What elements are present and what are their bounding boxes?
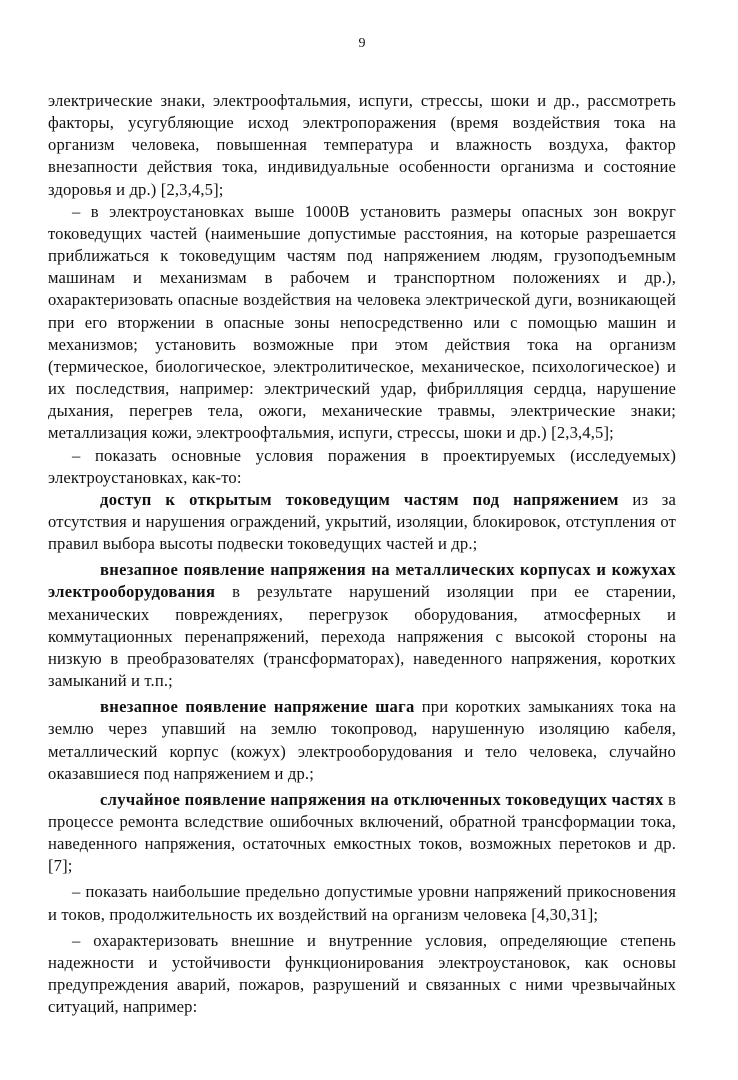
paragraph-text: электрические знаки, электроофтальмия, испуги, стрессы, шоки и др., рассмотреть факторы, усугубляющие исход электропоражения (время воздействия тока на организм человека, повышенная температура и влажность воздуха, фактор внезапности действия тока, индивидуальные особенности организма и состояние здоровья и др.) [2,3,4,5]; [48, 91, 676, 199]
paragraph-disconnected-parts [48, 789, 676, 878]
paragraph-text: из за отсутствия и нарушения ограждений, укрытий, изоляции, блокировок, отступления от правил выбора высоты подвески токоведущих частей и др.; [48, 489, 676, 554]
paragraph-housing-voltage [48, 559, 676, 692]
page-number: 9 [358, 36, 366, 51]
paragraph-step-voltage [48, 696, 676, 785]
paragraph-main-conditions [48, 445, 676, 489]
paragraph-text: – показать наибольшие предельно допустимые уровни напряжений прикосновения и токов, продолжительность их воздействий на организм человека [4,30,31]; [48, 882, 676, 924]
paragraph-reliability-conditions [48, 930, 676, 1019]
paragraph-bold-lead: внезапное появление напряжение шага [100, 697, 415, 717]
paragraph-text: при коротких замыканиях тока на землю через упавший на землю токопровод, нарушенную изоляцию кабеля, металлический корпус (кожух) электрооборудования и тело человека, случайно оказавшиеся под напряжением и др.; [48, 697, 676, 783]
paragraph-text: – в электроустановках выше 1000В установить размеры опасных зон вокруг токоведущих частей (наименьшие допустимые расстояния, на которые разрешается приближаться к токоведущим частям под напряжением людям, грузоподъемным машинам и механизмам в рабочем и транспортном положениях и др.), охарактеризовать опасные воздействия на человека электрической дуги, возникающей при его вторжении в опасные зоны непосредственно или с помощью машин и механизмов; установить возможные при этом действия тока на организм (термическое, биологическое, электролитическое, механическое, психологическое) и их последствия, например: электрический удар, фибрилляция сердца, нарушение дыхания, перегрев тела, ожоги, механические травмы, электрические знаки; металлизация кожи, электроофтальмия, испуги, стрессы, шоки и др.) [2,3,4,5]; [48, 201, 676, 443]
paragraph-bold-lead: внезапное появление напряжения на металлических корпусах и кожухах электрооборудования [48, 560, 676, 602]
paragraph-bold-lead: доступ к открытым токоведущим частям под напряжением [100, 489, 619, 509]
paragraph-bold-lead: случайное появление напряжения на отключенных токоведущих частях [100, 789, 664, 809]
paragraph-text: – показать основные условия поражения в проектируемых (исследуемых) электроустановках, как-то: [48, 445, 676, 487]
paragraph-text: в результате нарушений изоляции при ее старении, механических повреждениях, перегрузок оборудования, атмосферных и коммутационных перенапряжений, перехода напряжения с высокой стороны на низкую в преобразователях (трансформаторах), наведенного напряжения, коротких замыканий и т.п.; [48, 582, 676, 691]
paragraph-touch-voltage [48, 881, 676, 925]
paragraph-text: – охарактеризовать внешние и внутренние условия, определяющие степень надежности и устойчивости функционирования электроустановок, как основы предупреждения аварий, пожаров, разрушений и связанных с ними чрезвычайных ситуаций, например: [48, 930, 676, 1017]
paragraph-text: в процессе ремонта вследствие ошибочных включений, обратной трансформации тока, наведенного напряжения, остаточных емкостных токов, возможных перетоков и др. [7]; [48, 789, 676, 876]
paragraph-continuation [48, 90, 676, 201]
paragraph-danger-zones [48, 201, 676, 445]
paragraph-open-parts-access [48, 489, 676, 555]
